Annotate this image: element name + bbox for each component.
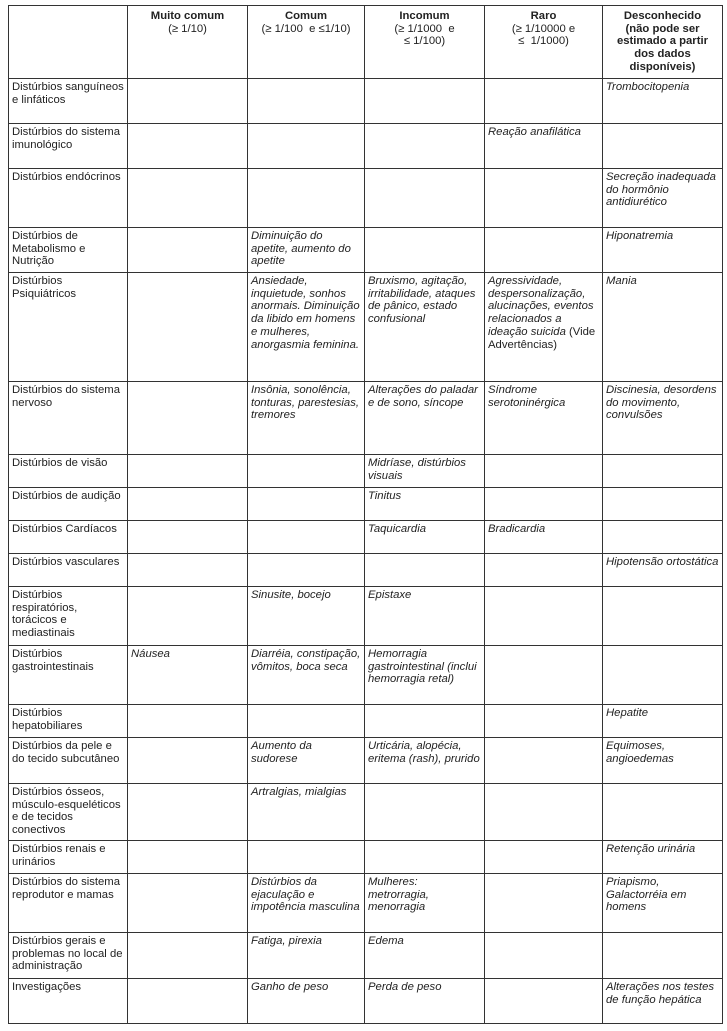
cell-raro — [485, 979, 603, 1024]
cell-comum: Aumento da sudorese — [248, 738, 365, 784]
row-category: Investigações — [9, 979, 128, 1024]
header-raro-range-1: (≥ 1/10000 e — [511, 22, 576, 35]
row-category: Distúrbios do sistema reprodutor e mamas — [9, 874, 128, 933]
cell-muito-comum — [128, 587, 248, 646]
row-category: Distúrbios de Metabolismo e Nutrição — [9, 228, 128, 273]
header-incomum-range-1: (≥ 1/1000 e — [394, 22, 455, 35]
cell-muito-comum — [128, 521, 248, 554]
cell-muito-comum — [128, 228, 248, 273]
cell-incomum: Mulheres: metrorragia, menorragia — [365, 874, 485, 933]
cell-muito-comum — [128, 738, 248, 784]
cell-comum — [248, 455, 365, 488]
table-row — [9, 124, 723, 169]
cell-comum: Diminuição do apetite, aumento do apetite — [248, 228, 365, 273]
table-row — [9, 382, 723, 455]
row-category: Distúrbios gastrointestinais — [9, 646, 128, 705]
cell-muito-comum — [128, 933, 248, 979]
cell-desconhecido: Trombocitopenia — [603, 79, 723, 124]
cell-muito-comum — [128, 124, 248, 169]
table-row — [9, 933, 723, 979]
row-category: Distúrbios ósseos, músculo-esqueléticos e de tecidos conectivos — [9, 784, 128, 841]
row-category: Distúrbios hepatobiliares — [9, 705, 128, 738]
cell-muito-comum — [128, 784, 248, 841]
cell-desconhecido: Mania — [603, 273, 723, 382]
row-category: Distúrbios de visão — [9, 455, 128, 488]
table-row — [9, 587, 723, 646]
cell-comum — [248, 554, 365, 587]
header-desconhecido-note-2: estimado a partir — [616, 35, 709, 48]
cell-raro: Síndrome serotoninérgica — [485, 382, 603, 455]
cell-desconhecido: Alterações nos testes de função hepática — [603, 979, 723, 1024]
cell-raro — [485, 228, 603, 273]
cell-raro — [485, 79, 603, 124]
cell-incomum: Edema — [365, 933, 485, 979]
cell-desconhecido: Discinesia, desordens do movimento, convulsões — [603, 382, 723, 455]
cell-comum — [248, 521, 365, 554]
cell-muito-comum — [128, 79, 248, 124]
header-incomum-range-2: ≤ 1/100) — [403, 35, 446, 48]
header-muito-comum-range: (≥ 1/10) — [168, 22, 207, 35]
header-raro — [485, 6, 603, 79]
header-row — [9, 6, 723, 79]
cell-desconhecido: Secreção inadequada do hormônio antidiurético — [603, 169, 723, 228]
cell-incomum — [365, 79, 485, 124]
table-row — [9, 79, 723, 124]
cell-raro — [485, 784, 603, 841]
cell-raro — [485, 587, 603, 646]
cell-desconhecido — [603, 124, 723, 169]
cell-muito-comum — [128, 874, 248, 933]
cell-raro — [485, 874, 603, 933]
cell-muito-comum — [128, 488, 248, 521]
cell-desconhecido: Hiponatremia — [603, 228, 723, 273]
cell-desconhecido — [603, 587, 723, 646]
row-category: Distúrbios respiratórios, torácicos e mediastinais — [9, 587, 128, 646]
cell-raro — [485, 488, 603, 521]
table-row — [9, 488, 723, 521]
cell-incomum: Urticária, alopécia, eritema (rash), prurido — [365, 738, 485, 784]
header-desconhecido-note-4: disponíveis) — [629, 60, 696, 73]
cell-incomum — [365, 228, 485, 273]
header-incomum — [365, 6, 485, 79]
cell-comum — [248, 841, 365, 874]
header-desconhecido — [603, 6, 723, 79]
header-raro-title: Raro — [530, 10, 557, 22]
cell-desconhecido: Hipotensão ortostática — [603, 554, 723, 587]
cell-incomum: Bruxismo, agitação, irritabilidade, ataques de pânico, estado confusional — [365, 273, 485, 382]
table-row — [9, 979, 723, 1024]
table-row — [9, 554, 723, 587]
cell-raro — [485, 738, 603, 784]
cell-raro: Reação anafilática — [485, 124, 603, 169]
adverse-reactions-table — [8, 5, 723, 1024]
cell-incomum — [365, 124, 485, 169]
cell-incomum: Hemorragia gastrointestinal (inclui hemorragia retal) — [365, 646, 485, 705]
cell-incomum: Taquicardia — [365, 521, 485, 554]
table-row — [9, 455, 723, 488]
cell-incomum — [365, 554, 485, 587]
cell-desconhecido — [603, 646, 723, 705]
cell-muito-comum — [128, 841, 248, 874]
cell-raro-reference: (Vide Advertências) — [488, 325, 596, 351]
cell-comum — [248, 488, 365, 521]
cell-raro — [485, 273, 603, 382]
cell-desconhecido — [603, 784, 723, 841]
header-incomum-title: Incomum — [399, 10, 450, 22]
cell-incomum: Epistaxe — [365, 587, 485, 646]
table-row — [9, 169, 723, 228]
cell-comum: Distúrbios da ejaculação e impotência masculina — [248, 874, 365, 933]
row-category: Distúrbios endócrinos — [9, 169, 128, 228]
row-category: Distúrbios vasculares — [9, 554, 128, 587]
cell-comum: Artralgias, mialgias — [248, 784, 365, 841]
cell-incomum: Perda de peso — [365, 979, 485, 1024]
row-category: Distúrbios do sistema imunológico — [9, 124, 128, 169]
cell-comum: Ansiedade, inquietude, sonhos anormais. Diminuição da libido em homens e mulheres, anorgasmia feminina. — [248, 273, 365, 382]
cell-comum — [248, 705, 365, 738]
cell-desconhecido — [603, 933, 723, 979]
header-comum — [248, 6, 365, 79]
header-desconhecido-note-1: (não pode ser — [625, 22, 700, 35]
row-category: Distúrbios da pele e do tecido subcutâneo — [9, 738, 128, 784]
cell-raro — [485, 554, 603, 587]
cell-raro — [485, 169, 603, 228]
cell-desconhecido: Priapismo, Galactorréia em homens — [603, 874, 723, 933]
cell-desconhecido: Equimoses, angioedemas — [603, 738, 723, 784]
cell-muito-comum: Náusea — [128, 646, 248, 705]
row-category: Distúrbios de audição — [9, 488, 128, 521]
cell-muito-comum — [128, 273, 248, 382]
cell-incomum: Alterações do paladar e de sono, síncope — [365, 382, 485, 455]
cell-muito-comum — [128, 382, 248, 455]
cell-raro — [485, 705, 603, 738]
table-row — [9, 646, 723, 705]
table-row — [9, 874, 723, 933]
cell-comum — [248, 169, 365, 228]
table-row — [9, 841, 723, 874]
cell-desconhecido — [603, 521, 723, 554]
table-row — [9, 273, 723, 382]
table-row — [9, 738, 723, 784]
cell-raro — [485, 933, 603, 979]
cell-muito-comum — [128, 979, 248, 1024]
cell-incomum: Tinitus — [365, 488, 485, 521]
cell-raro — [485, 841, 603, 874]
cell-muito-comum — [128, 455, 248, 488]
cell-incomum — [365, 784, 485, 841]
cell-comum: Sinusite, bocejo — [248, 587, 365, 646]
row-category: Distúrbios Cardíacos — [9, 521, 128, 554]
table-row — [9, 784, 723, 841]
cell-desconhecido — [603, 455, 723, 488]
cell-raro — [485, 646, 603, 705]
cell-muito-comum — [128, 554, 248, 587]
cell-comum: Ganho de peso — [248, 979, 365, 1024]
row-category: Distúrbios renais e urinários — [9, 841, 128, 874]
cell-comum: Diarréia, constipação, vômitos, boca seca — [248, 646, 365, 705]
cell-muito-comum — [128, 705, 248, 738]
cell-incomum: Midríase, distúrbios visuais — [365, 455, 485, 488]
row-category: Distúrbios sanguíneos e linfáticos — [9, 79, 128, 124]
cell-raro — [485, 455, 603, 488]
row-category: Distúrbios do sistema nervoso — [9, 382, 128, 455]
cell-incomum — [365, 705, 485, 738]
table-row — [9, 521, 723, 554]
row-category: Distúrbios gerais e problemas no local de administração — [9, 933, 128, 979]
cell-muito-comum — [128, 169, 248, 228]
cell-comum: Insônia, sonolência, tonturas, parestesias, tremores — [248, 382, 365, 455]
header-muito-comum — [128, 6, 248, 79]
cell-incomum — [365, 169, 485, 228]
header-muito-comum-title: Muito comum — [150, 10, 225, 22]
cell-raro: Bradicardia — [485, 521, 603, 554]
cell-comum: Fatiga, pirexia — [248, 933, 365, 979]
cell-desconhecido — [603, 488, 723, 521]
table-row — [9, 228, 723, 273]
cell-incomum — [365, 841, 485, 874]
cell-desconhecido: Hepatite — [603, 705, 723, 738]
header-category — [9, 6, 128, 79]
header-raro-range-2: ≤ 1/1000) — [518, 35, 569, 48]
header-comum-title: Comum — [284, 10, 328, 22]
cell-comum — [248, 79, 365, 124]
row-category: Distúrbios Psiquiátricos — [9, 273, 128, 382]
header-desconhecido-title: Desconhecido — [623, 10, 702, 22]
cell-raro-text: Agressividade, despersonalização, alucinações, eventos relacionados a ideação suicida — [488, 275, 594, 338]
cell-comum — [248, 124, 365, 169]
header-desconhecido-note-3: dos dados — [634, 48, 691, 61]
table-row — [9, 705, 723, 738]
header-comum-range: (≥ 1/100 e ≤1/10) — [261, 22, 351, 35]
cell-desconhecido: Retenção urinária — [603, 841, 723, 874]
